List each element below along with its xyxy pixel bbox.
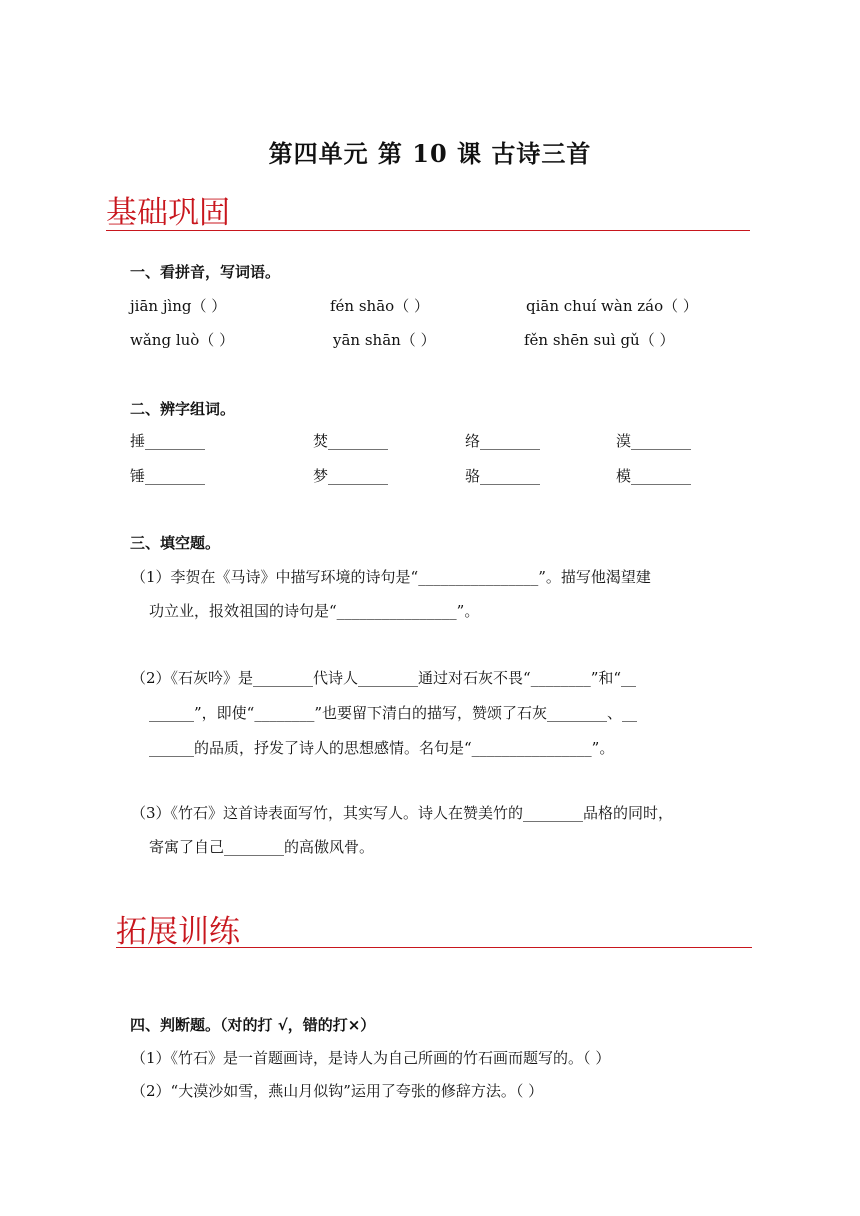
word-item: 漠________ (616, 432, 692, 450)
fill-line: ______”，即使“________”也要留下清白的描写，赞颂了石灰________、__ (149, 704, 638, 722)
word-item: 模________ (616, 467, 692, 485)
question-2-heading: 二、辨字组词。 (130, 400, 236, 418)
word-item: 锤________ (130, 467, 206, 485)
question-4-heading: 四、判断题。（对的打 √，错的打×） (130, 1016, 376, 1034)
fill-line: ______的品质，抒发了诗人的思想感情。名句是“________________”。 (149, 739, 615, 757)
fill-line: （2）《石灰吟》是________代诗人________通过对石灰不畏“________”和“__ (131, 669, 637, 687)
section-divider-basic (106, 230, 750, 231)
word-item: 焚________ (313, 432, 389, 450)
word-item: 骆________ (465, 467, 541, 485)
fill-line: （1）李贺在《马诗》中描写环境的诗句是“________________”。描写他渴望建 (131, 568, 651, 586)
question-3-heading: 三、填空题。 (130, 534, 221, 552)
word-item: 络________ (465, 432, 541, 450)
pinyin-item: qiān chuí wàn záo（ ） (526, 297, 698, 315)
pinyin-item: jiān jìng（ ） (130, 297, 227, 315)
fill-line: 寄寓了自己________的高傲风骨。 (149, 838, 375, 856)
fill-line: （3）《竹石》这首诗表面写竹，其实写人。诗人在赞美竹的________品格的同时， (131, 804, 674, 822)
word-item: 捶________ (130, 432, 206, 450)
question-1-heading: 一、看拼音，写词语。 (130, 263, 281, 281)
pinyin-item: fén shāo（ ） (330, 297, 429, 315)
section-heading-basic: 基础巩固 (106, 195, 230, 231)
pinyin-item: wǎng luò（ ） (130, 331, 235, 349)
judge-item: （1）《竹石》是一首题画诗，是诗人为自己所画的竹石画而题写的。（ ） (131, 1049, 611, 1067)
judge-item: （2）“大漠沙如雪，燕山月似钩”运用了夸张的修辞方法。（ ） (131, 1082, 544, 1100)
pinyin-item: yān shān（ ） (333, 331, 436, 349)
section-divider-extend (116, 947, 752, 948)
pinyin-item: fěn shēn suì gǔ（ ） (524, 331, 675, 349)
page-title: 第四单元 第 10 课 古诗三首 (268, 139, 592, 168)
word-item: 梦________ (313, 467, 389, 485)
fill-line: 功立业，报效祖国的诗句是“________________”。 (149, 602, 480, 620)
section-heading-extend: 拓展训练 (116, 914, 240, 950)
